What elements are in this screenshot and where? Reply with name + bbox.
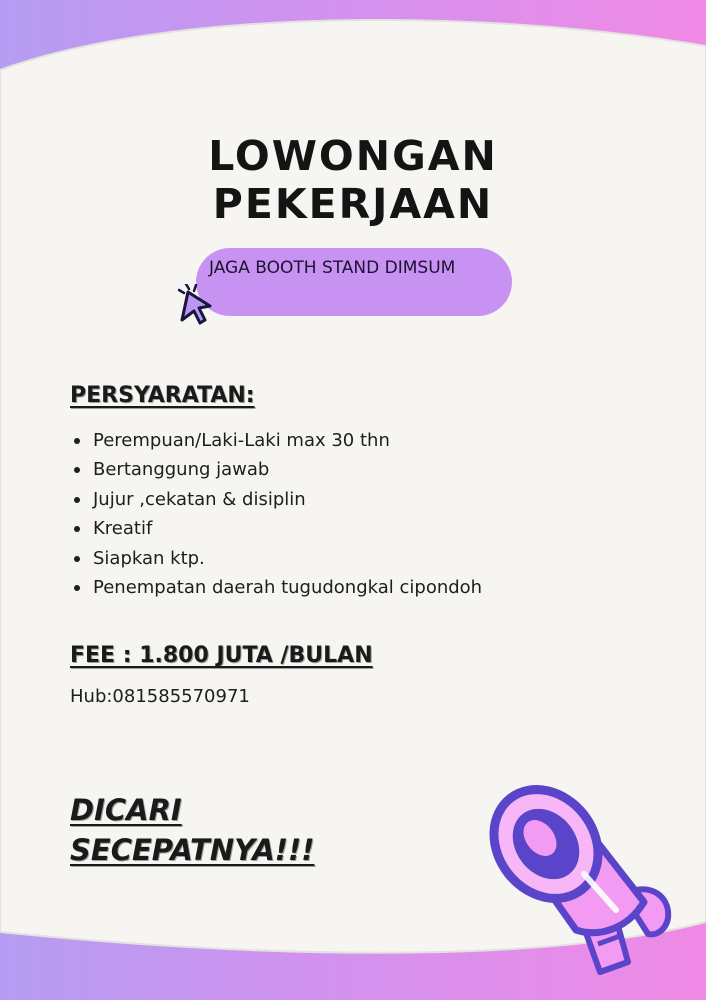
list-item: Penempatan daerah tugudongkal cipondoh	[70, 573, 482, 602]
megaphone-icon	[488, 778, 698, 988]
list-item: Kreatif	[70, 514, 482, 543]
list-item: Siapkan ktp.	[70, 544, 482, 573]
requirements-list	[70, 426, 482, 602]
list-item: Bertanggung jawab	[70, 455, 482, 484]
position-label: JAGA BOOTH STAND DIMSUM	[209, 258, 456, 278]
urgent-line-2: SECEPATNYA!!!	[70, 833, 315, 867]
page-title	[0, 132, 706, 228]
list-item: Jujur ,cekatan & disiplin	[70, 485, 482, 514]
requirements-heading: PERSYARATAN:	[70, 383, 255, 408]
urgent-line-1: DICARI	[70, 793, 182, 827]
urgent-callout	[70, 790, 314, 870]
list-item: Perempuan/Laki-Laki max 30 thn	[70, 426, 482, 455]
contact-phone: Hub:081585570971	[70, 686, 250, 707]
title-line-1: LOWONGAN	[208, 132, 498, 180]
title-line-2: PEKERJAAN	[212, 180, 494, 228]
fee-heading: FEE : 1.800 JUTA /BULAN	[70, 643, 373, 668]
cursor-arrow-icon	[178, 284, 214, 328]
